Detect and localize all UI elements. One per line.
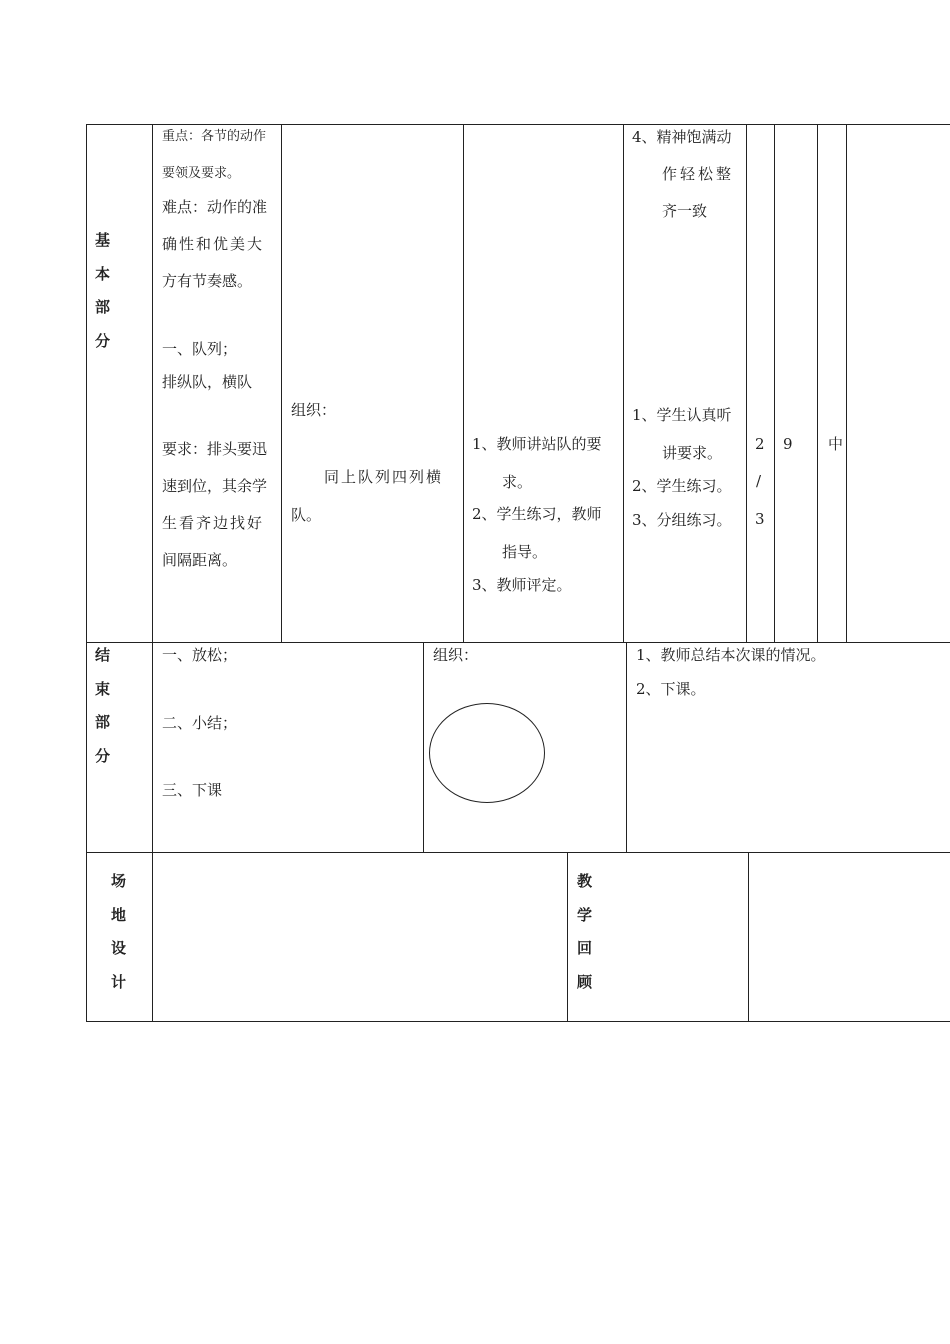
teaching-review-label [577,865,592,999]
review-label-char: 教 [577,872,593,890]
times-line-2: / [756,472,762,490]
student-line-4: 3、分组练习。 [632,511,732,529]
venue-label-char: 地 [111,905,127,924]
minutes-value: 9 [783,435,793,453]
closing-col-divider-1 [423,642,424,852]
venue-col-divider-2 [748,852,749,1021]
venue-label-char: 设 [111,939,127,957]
basic-label-char: 分 [95,331,111,350]
key-point-line-1: 重点：各节的动作 [162,129,267,144]
student-line-3: 2、学生练习。 [632,477,732,495]
key-point-line-2: 要领及要求。 [162,166,241,181]
requirement-line-2: 速到位，其余学 [162,477,268,495]
times-line-1: 2 [755,435,765,453]
closing-organization-title: 组织： [433,646,479,664]
review-label-char: 回 [577,939,593,957]
closing-method-1: 1、教师总结本次课的情况。 [636,646,826,664]
student-top-line-3: 齐一致 [662,202,708,220]
basic-label-char: 本 [95,264,111,283]
basic-col-divider-1 [281,124,282,642]
closing-content-2: 二、小结； [162,714,238,732]
basic-label-char: 基 [95,231,111,249]
venue-label-char: 计 [111,972,127,991]
student-line-1: 1、学生认真听 [632,406,732,424]
basic-col-divider-4 [746,124,747,642]
difficulty-line-2: 确性和优美大 [162,235,265,253]
basic-col-divider-3 [623,124,624,642]
closing-label-char: 束 [95,679,111,698]
closing-label-char: 部 [95,713,111,731]
closing-content-1: 一、放松； [162,646,238,664]
teacher-line-3: 2、学生练习，教师 [472,505,602,523]
teacher-line-2: 求。 [502,473,533,491]
basic-organization-line-1: 同上队列四列横 [324,468,444,486]
queue-items: 排纵队，横队 [162,373,253,391]
review-label-char: 学 [577,905,593,924]
requirement-line-3: 生看齐边找好 [162,514,265,532]
venue-label-char: 场 [111,872,127,890]
basic-col-divider-5 [774,124,775,642]
closing-label-char: 分 [95,746,111,765]
closing-section-label [95,639,110,773]
closing-label-char: 结 [95,646,111,664]
requirement-line-4: 间隔距离。 [162,551,238,569]
formation-circle [429,703,545,803]
basic-organization-title: 组织： [291,401,337,419]
closing-method-2: 2、下课。 [636,680,706,698]
student-line-2: 讲要求。 [662,444,723,462]
times-line-3: 3 [755,510,765,528]
basic-section-label [95,224,110,358]
venue-col-divider-1 [567,852,568,1021]
student-top-line-1: 4、精神饱满动 [632,128,732,146]
basic-organization-line-2: 队。 [291,506,322,524]
queue-title: 一、队列； [162,340,238,358]
difficulty-line-1: 难点：动作的准 [162,198,268,216]
review-label-char: 顾 [577,972,593,991]
difficulty-line-3: 方有节奏感。 [162,272,253,290]
teacher-line-4: 指导。 [502,543,548,561]
basic-label-char: 部 [95,298,111,316]
row-divider-closing-venue [86,852,950,853]
closing-col-divider-2 [626,642,627,852]
intensity-value: 中 [828,435,844,453]
table-bottom-border [86,1021,950,1022]
basic-col-divider-6 [817,124,818,642]
venue-design-label [111,865,126,999]
table-top-border-right [846,124,950,125]
basic-col-divider-7 [846,124,847,642]
basic-col-divider-2 [463,124,464,642]
teacher-line-5: 3、教师评定。 [472,576,572,594]
table-left-border [86,124,87,1022]
student-top-line-2: 作轻松整 [662,165,735,183]
teacher-line-1: 1、教师讲站队的要 [472,435,602,453]
requirement-line-1: 要求：排头要迅 [162,440,268,458]
label-column-divider [152,124,153,1022]
closing-content-3: 三、下课 [162,781,223,799]
